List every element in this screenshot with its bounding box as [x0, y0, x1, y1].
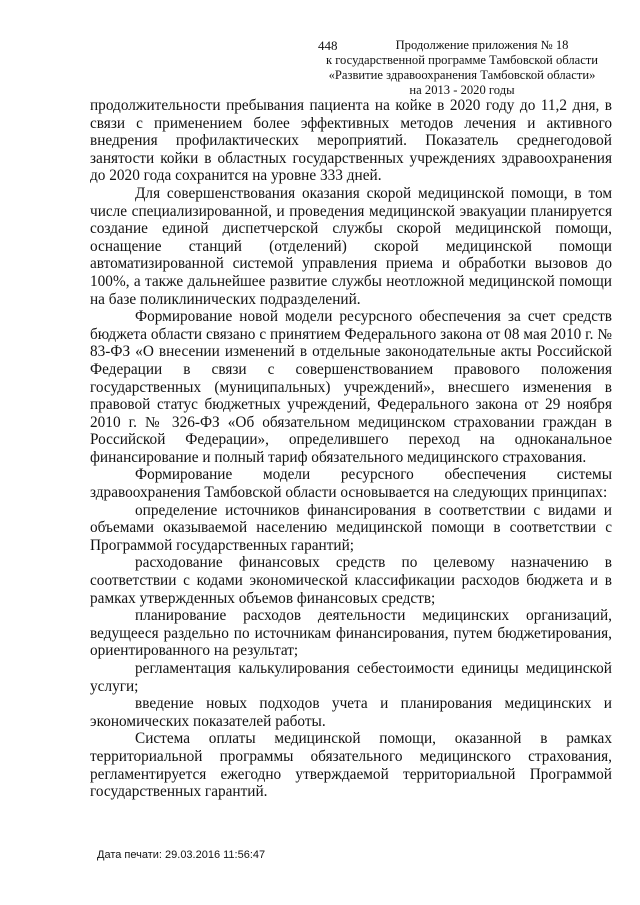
paragraph: продолжительности пребывания пациента на койке в 2020 году до 11,2 дня, в связи с применением более эффективных методов лечения и активного внедрения профилактических мероприятий. Показатель среднегодовой занятости койки в областных государственных учреждениях здравоохранения до 2020 года сохранится на уровне 333 дней.: [90, 97, 612, 185]
paragraph: Формирование новой модели ресурсного обеспечения за счет средств бюджета области связано с принятием Федерального закона от 08 мая 2010 г. № 83-ФЗ «О внесении изменений в отдельные законодательные акты Российской Федерации в связи с совершенствованием правового положения государственных (муниципальных) учреждений», внесшего изменения в правовой статус бюджетных учреждений, Федерального закона от 29 ноября 2010 г. № 326-ФЗ «Об обязательном медицинском страховании граждан в Российской Федерации», определившего переход на одноканальное финансирование и полный тариф обязательного медицинского страхования.: [90, 308, 612, 466]
print-date: Дата печати: 29.03.2016 11:56:47: [97, 849, 266, 861]
list-item: планирование расходов деятельности медицинских организаций, ведущееся раздельно по источникам финансирования, путем бюджетирования, ориентированного на результат;: [90, 607, 612, 660]
header-line-2: к государственной программе Тамбовской области: [325, 53, 599, 67]
paragraph: Система оплаты медицинской помощи, оказанной в рамках территориальной программы обязательного медицинского страхования, регламентируется ежегодно утверждаемой территориальной Программой государственных гарантий.: [90, 730, 612, 801]
list-item: регламентация калькулирования себестоимости единицы медицинской услуги;: [90, 660, 612, 695]
list-item: определение источников финансирования в соответствии с видами и объемами оказываемой населению медицинской помощи в соответствии с Программой государственных гарантий;: [90, 501, 612, 554]
list-item: введение новых подходов учета и планирования медицинских и экономических показателей работы.: [90, 695, 612, 730]
header-line-4: на 2013 - 2020 годы: [409, 83, 515, 97]
header-line-1: Продолжение приложения № 18: [395, 38, 569, 52]
page-number: 448: [318, 38, 338, 53]
document-body: [90, 97, 612, 801]
appendix-header: [312, 38, 612, 98]
paragraph: Для совершенствования оказания скорой медицинской помощи, в том числе специализированной, и проведения медицинской эвакуации планируется создание единой диспетчерской службы скорой медицинской помощи, оснащение станций (отделений) скорой медицинской помощи автоматизированной системой управления приема и обработки вызовов до 100%, а также дальнейшее развитие службы неотложной медицинской помощи на базе поликлинических подразделений.: [90, 184, 612, 308]
header-line-3: «Развитие здравоохранения Тамбовской области»: [328, 68, 596, 82]
paragraph: Формирование модели ресурсного обеспечения системы здравоохранения Тамбовской области основывается на следующих принципах:: [90, 466, 612, 502]
list-item: расходование финансовых средств по целевому назначению в соответствии с кодами экономической классификации расходов бюджета и в рамках утвержденных объемов финансовых средств;: [90, 554, 612, 607]
